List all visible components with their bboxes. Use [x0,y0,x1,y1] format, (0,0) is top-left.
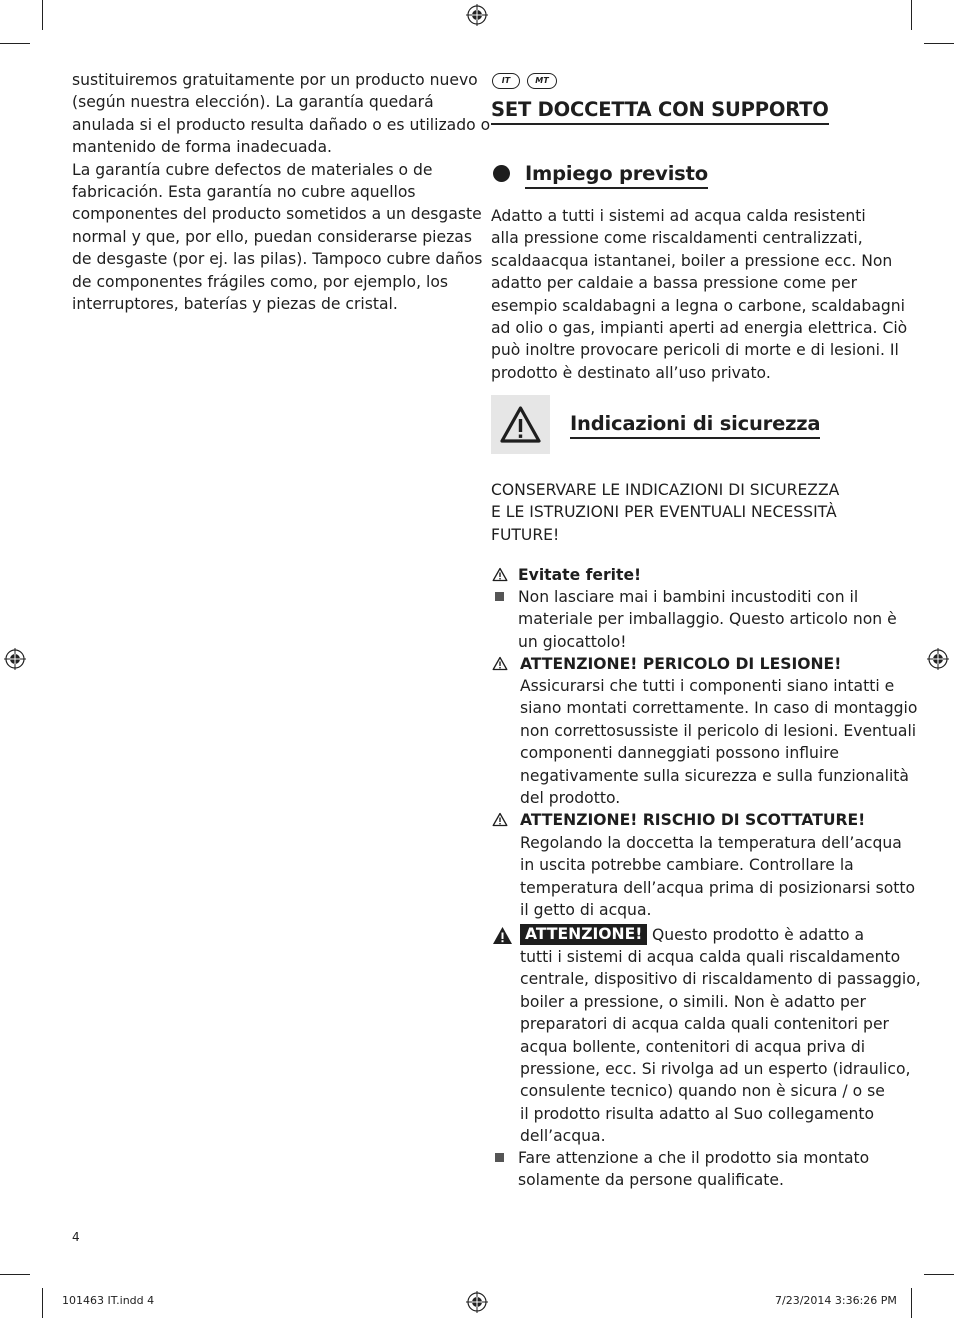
warning-triangle-icon [491,395,550,454]
text-line: acqua bollente, contenitori di acqua priva di [520,1037,866,1056]
text-line: boiler a pressione, o simili. Non è adatto per [520,992,866,1011]
text-line: Fare attenzione a che il prodotto sia montato [518,1149,870,1167]
text-line: solamente da persone qualificate. [518,1171,784,1190]
text-line: mantenido de forma inadecuada. [72,138,332,157]
warning-icon [492,656,508,671]
text-line: Assicurarsi che tutti i componenti siano intatti e [520,677,895,695]
crop-mark [0,43,30,44]
text-line: pressione, ecc. Si rivolga ad un esperto (idraulico, [520,1060,911,1079]
text-line: consulente tecnico) quando non è sicura / o se [520,1082,885,1101]
text-line: (según nuestra elección). La garantía quedará [72,93,434,112]
danger-injury-text [520,675,917,809]
registration-mark-icon [4,648,26,670]
text-line: alla pressione come riscaldamenti centralizzati, [491,229,863,248]
text-line: de componentes frágiles como, por ejemplo, los [72,272,448,291]
text-line: componenti danneggiati possono influire [520,744,839,763]
text-line: FUTURE! [491,525,560,544]
keep-instructions [491,479,839,546]
text-line: non correttosussiste il pericolo di lesioni. Eventuali [520,721,917,740]
crop-mark [924,1274,954,1275]
crop-mark [0,1274,30,1275]
registration-mark-icon [466,4,488,26]
text-line: anulada si el producto resulta dañado o es utilizado o [72,115,491,134]
intended-use-paragraph [491,205,907,384]
text-line: del prodotto. [520,789,621,808]
text-line: de desgaste (por ej. las pilas). Tampoco cubre daños [72,250,483,269]
text-line: Non lasciare mai i bambini incustoditi con il [518,588,859,606]
text-line: normal y que, por ello, puedan considerarse piezas [72,227,472,246]
square-bullet-icon [495,1153,504,1162]
text-line: centrale, dispositivo di riscaldamento di passaggio, [520,970,921,989]
text-line: in uscita potrebbe cambiare. Controllare la [520,856,854,875]
safety-item-packaging [518,586,897,653]
crop-mark [924,43,954,44]
text-line: preparatori di acqua calda quali contenitori per [520,1015,889,1034]
text-line: fabricación. Esta garantía no cubre aquellos [72,183,416,202]
crop-mark [42,1288,43,1318]
registration-mark-icon [927,648,949,670]
safety-item-qualified [518,1147,869,1192]
language-badge-it: IT [492,73,520,89]
page-number: 4 [72,1230,80,1244]
main-title: SET DOCCETTA CON SUPPORTO [491,98,829,125]
warning-icon [492,812,508,827]
text-line: Adatto a tutti i sistemi ad acqua calda resistenti [491,207,866,225]
text-line: sustituiremos gratuitamente por un producto nuevo [72,71,478,89]
text-line: scaldaacqua istantanei, boiler a pressione ecc. Non [491,251,893,270]
warning-filled-icon [492,926,513,945]
text-line: materiale per imballaggio. Questo articolo non è [518,610,897,629]
text-line: negativamente sulla sicurezza e sulla funzionalità [520,766,909,785]
text-line: componentes del producto sometidos a un desgaste [72,205,482,224]
text-line: temperatura dell’acqua prima di posizionarsi sotto [520,878,915,897]
text-line: Regolando la doccetta la temperatura dell’acqua [520,834,902,852]
text-line: prodotto è destinato all’uso privato. [491,363,771,382]
scald-risk-title: ATTENZIONE! RISCHIO DI SCOTTATURE! [520,811,866,829]
registration-mark-icon [466,1291,488,1313]
footer-timestamp: 7/23/2014 3:36:26 PM [775,1294,897,1307]
text-line: ad olio o gas, impianti aperti ad energia elettrica. Ciò [491,319,908,338]
text-line: siano montati correttamente. In caso di montaggio [520,699,918,718]
text-line: il getto di acqua. [520,901,652,920]
section-bullet-icon [493,165,510,182]
warning-icon [492,567,508,582]
text-line: dell’acqua. [520,1127,606,1146]
text-line: un giocattolo! [518,632,627,651]
text-line: esempio scaldabagni a legna o carbone, scaldabagni [491,296,906,315]
square-bullet-icon [495,592,504,601]
attention-label: ATTENZIONE! [520,924,647,945]
safety-heading: Indicazioni di sicurezza [570,412,820,439]
text-line: La garantía cubre defectos de materiales o de [72,160,433,179]
text-line: adatto per caldaie a bassa pressione come per [491,274,857,293]
intended-use-heading: Impiego previsto [525,162,708,189]
crop-mark [911,0,912,30]
language-badge-mt: MT [527,73,557,89]
text-line: interruptores, baterías y piezas de cristal. [72,295,398,314]
attention-text [520,946,921,1148]
crop-mark [42,0,43,30]
scald-risk-text [520,832,915,922]
attention-first-line: Questo prodotto è adatto a [652,926,865,944]
danger-injury-title: ATTENZIONE! PERICOLO DI LESIONE! [520,655,842,673]
text-line: CONSERVARE LE INDICAZIONI DI SICUREZZA [491,481,840,499]
text-line: E LE ISTRUZIONI PER EVENTUALI NECESSITÀ [491,503,837,522]
crop-mark [911,1288,912,1318]
warranty-paragraph [72,69,490,315]
text-line: può inoltre provocare pericoli di morte e di lesioni. Il [491,341,899,360]
text-line: il prodotto risulta adatto al Suo collegamento [520,1104,875,1123]
safety-warning-box [491,395,550,454]
avoid-injury-title: Evitate ferite! [518,566,642,584]
text-line: tutti i sistemi di acqua calda quali riscaldamento [520,948,901,966]
footer-file: 101463 IT.indd 4 [62,1294,155,1307]
